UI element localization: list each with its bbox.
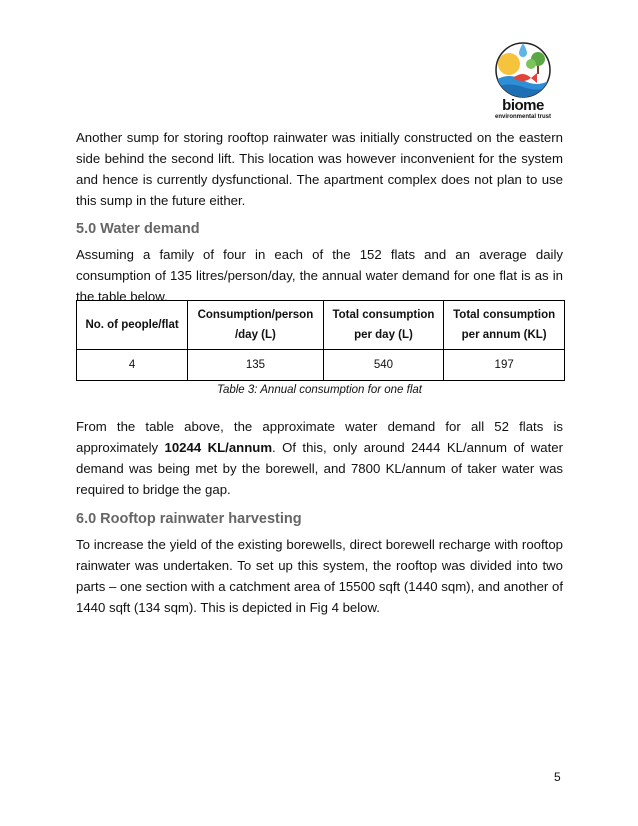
sun-icon bbox=[498, 53, 520, 75]
table-header: No. of people/flat bbox=[77, 301, 188, 350]
consumption-table bbox=[76, 300, 563, 381]
paragraph-demand-summary: From the table above, the approximate water demand for all 52 flats is approximately 10244 KL/annum. Of this, only around 2444 KL/annum of water demand was being met by the borewell, and 7800 KL/annum of taker water was required to bridge the gap. bbox=[76, 419, 563, 497]
table-header: Consumption/person /day (L) bbox=[188, 301, 323, 350]
biome-logo bbox=[487, 40, 559, 122]
table-cell: 540 bbox=[323, 350, 444, 381]
biome-logo-graphic bbox=[487, 40, 559, 100]
paragraph-sump: Another sump for storing rooftop rainwater was initially constructed on the eastern side behind the second lift. This location was however inconvenient for the system and hence is currently dysfunctional. The apartment complex does not plan to use this sump in the future either. bbox=[76, 130, 563, 208]
heading-rooftop-harvesting: 6.0 Rooftop rainwater harvesting bbox=[76, 511, 302, 527]
page-number: 5 bbox=[554, 770, 561, 784]
paragraph-rooftop: To increase the yield of the existing borewells, direct borewell recharge with rooftop rainwater was undertaken. To set up this system, the rooftop was divided into two parts – one section with a catchment area of 15500 sqft (1440 sqm), and another of 1440 sqft (134 sqm). This is depicted in Fig 4 below. bbox=[76, 537, 563, 615]
table-cell: 135 bbox=[188, 350, 323, 381]
table-header: Total consumption per day (L) bbox=[323, 301, 444, 350]
logo-subtitle: environmental trust bbox=[494, 114, 551, 120]
table-cell: 4 bbox=[77, 350, 188, 381]
table-row bbox=[77, 350, 565, 381]
annual-demand-value: 10244 KL/annum bbox=[164, 440, 273, 455]
logo-name: biome bbox=[502, 97, 544, 114]
paragraph-assumption: Assuming a family of four in each of the 152 flats and an average daily consumption of 135 litres/person/day, the annual water demand for one flat is as in the table below. bbox=[76, 247, 563, 304]
heading-water-demand: 5.0 Water demand bbox=[76, 221, 200, 237]
table-cell: 197 bbox=[444, 350, 565, 381]
table-caption: Table 3: Annual consumption for one flat bbox=[216, 384, 422, 396]
table-header: Total consumption per annum (KL) bbox=[444, 301, 565, 350]
table-header-row bbox=[77, 301, 565, 350]
